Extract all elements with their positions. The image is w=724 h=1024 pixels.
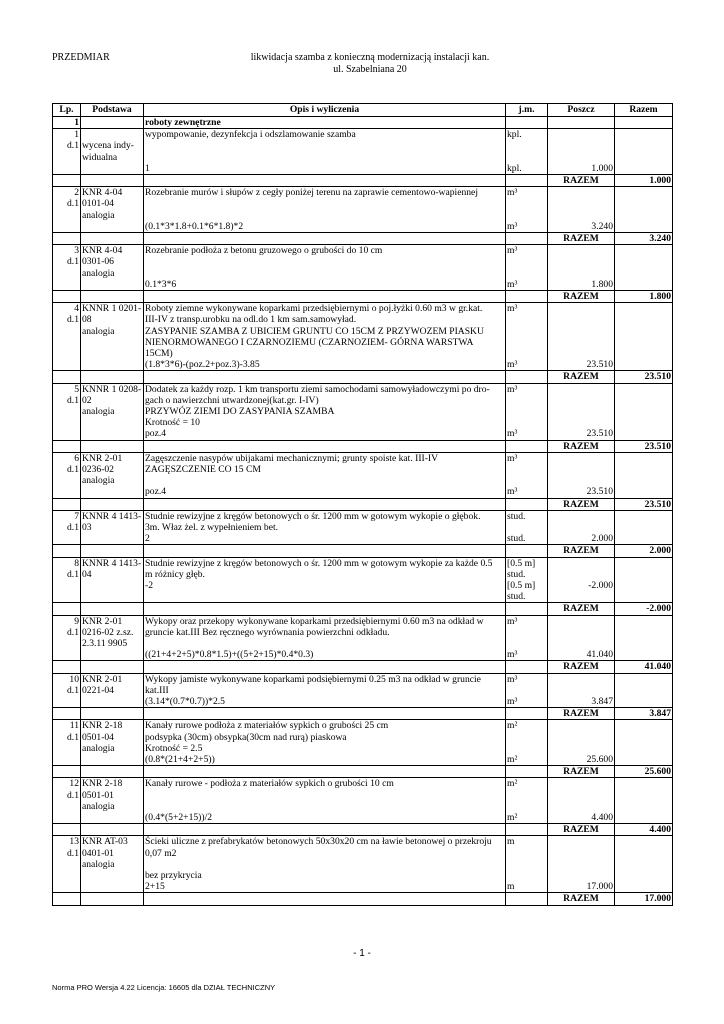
item-basis: KNNR 4 1413- 03 [81,510,144,545]
razem-row [53,893,673,905]
item-number: 10 d.1 [53,673,81,708]
item-number: 9 d.1 [53,615,81,661]
col-basis: Podstawa [81,104,144,117]
item-description: Rozebranie podłoża z betonu gruzowego o grubości do 10 cm 0.1*3*6 [144,245,506,291]
item-quantity: 3.240 [548,187,615,233]
item-total: 3.240 [615,232,673,244]
item-number: 5 d.1 [53,383,81,440]
table-row [53,557,673,603]
project-title-line1: likwidacja szamba z konieczną modernizacją instalacji kan. [250,52,490,63]
item-description: Studnie rewizyjne z kręgów betonowych o śr. 1200 mm w gotowym wykopie za każde 0.5 m różnicy głęb. -2 [144,557,506,603]
razem-row [53,371,673,383]
razem-label: RAZEM [548,498,615,510]
item-total: 3.847 [615,708,673,720]
item-basis: KNR 4-04 0101-04 analogia [81,187,144,233]
razem-label: RAZEM [548,232,615,244]
item-number: 2 d.1 [53,187,81,233]
item-basis: KNR 2-01 0216-02 z.sz. 2.3.11 9905 [81,615,144,661]
item-total: 23.510 [615,498,673,510]
razem-row [53,603,673,615]
item-total: 4.400 [615,824,673,836]
razem-row [53,440,673,452]
item-number: 13 d.1 [53,836,81,893]
razem-row [53,498,673,510]
razem-row [53,232,673,244]
razem-label: RAZEM [548,290,615,302]
item-description: Kanały rurowe podłoża z materiałów sypkich o grubości 25 cm podsypka (30cm) obsypka(30cm nad rurą) piaskowa Krotność = 2.5 (0.8*(21+4+2+5)) [144,720,506,766]
razem-label: RAZEM [548,603,615,615]
section-row [53,117,673,129]
item-basis: KNNR 4 1413- 04 [81,557,144,603]
item-total: 1.000 [615,174,673,186]
item-basis: KNR 2-18 0501-04 analogia [81,720,144,766]
item-number: 11 d.1 [53,720,81,766]
item-description: Kanały rurowe - podłoża z materiałów sypkich o grubości 10 cm (0.4*(5+2+15))/2 [144,778,506,824]
item-total: -2.000 [615,603,673,615]
item-unit: kpl. kpl. [506,129,548,175]
item-unit: m³ m³ [506,245,548,291]
item-quantity: -2.000 [548,557,615,603]
document-type: PRZEDMIAR [52,52,110,63]
table-row [53,615,673,661]
table-row [53,510,673,545]
table-row [53,383,673,440]
razem-row [53,824,673,836]
item-basis: KNR 4-04 0301-06 analogia [81,245,144,291]
table-row [53,673,673,708]
item-number: 6 d.1 [53,452,81,498]
item-basis: KNR AT-03 0401-01 analogia [81,836,144,893]
razem-row [53,766,673,778]
item-description: wypompowanie, dezynfekcja i odszlamowanie szamba 1 [144,129,506,175]
razem-label: RAZEM [548,440,615,452]
item-quantity: 17.000 [548,836,615,893]
item-unit: m² m² [506,778,548,824]
item-quantity: 4.400 [548,778,615,824]
item-number: 1 d.1 [53,129,81,175]
item-quantity: 1.000 [548,129,615,175]
item-quantity: 3.847 [548,673,615,708]
item-quantity: 2.000 [548,510,615,545]
item-basis: KNNR 1 0208- 02 analogia [81,383,144,440]
col-total: Razem [615,104,673,117]
item-total: 17.000 [615,893,673,905]
item-total: 23.510 [615,371,673,383]
table-row [53,836,673,893]
table-row [53,303,673,371]
col-description: Opis i wyliczenia [144,104,506,117]
item-total: 2.000 [615,545,673,557]
item-number: 8 d.1 [53,557,81,603]
razem-row [53,661,673,673]
table-row [53,187,673,233]
item-unit: m³ m³ [506,673,548,708]
item-number: 7 d.1 [53,510,81,545]
item-description: Roboty ziemne wykonywane koparkami przedsiębiernymi o poj.łyżki 0.60 m3 w gr.kat. III-IV z transp.urobku na odl.do 1 km sam.samowyład. ZASYPANIE SZAMBA Z UBICIEM GRUNTU CO 15CM Z PRZYWOZEM PIASKU NIENORMOWANEGO I CZARNOZIEMU (CZARNOZIEM- GÓRNA WARSTWA 15CM) (1.8*3*6)-(poz.2+poz.3)-3.85 [144,303,506,371]
razem-row [53,708,673,720]
item-unit: m m [506,836,548,893]
item-basis: KNR 2-01 0236-02 analogia [81,452,144,498]
item-description: Rozebranie murów i słupów z cegły poniżej terenu na zaprawie cementowo-wapiennej (0.1*3*1.8+0.1*6*1.8)*2 [144,187,506,233]
razem-label: RAZEM [548,766,615,778]
razem-row [53,174,673,186]
col-lp: Lp. [53,104,81,117]
project-address: ul. Szabelniana 20 [333,64,407,75]
col-quantity: Poszcz [548,104,615,117]
item-quantity: 1.800 [548,245,615,291]
item-number: 3 d.1 [53,245,81,291]
item-number: 4 d.1 [53,303,81,371]
razem-label: RAZEM [548,545,615,557]
item-unit: [0.5 m] stud. [0.5 m] stud. [506,557,548,603]
section-number: 1 [53,117,81,129]
table-row [53,720,673,766]
item-unit: m² m² [506,720,548,766]
item-unit: m³ m³ [506,615,548,661]
item-number: 12 d.1 [53,778,81,824]
item-description: Wykopy jamiste wykonywane koparkami podsiębiernymi 0.25 m3 na odkład w gruncie kat.III (3.14*(0.7*0.7))*2.5 [144,673,506,708]
estimate-table [52,103,673,906]
razem-label: RAZEM [548,893,615,905]
item-unit: m³ m³ [506,452,548,498]
item-description: Zagęszczenie nasypów ubijakami mechanicznymi; grunty spoiste kat. III-IV ZAGĘSZCZENIE CO 15 CM poz.4 [144,452,506,498]
item-unit: m³ m³ [506,303,548,371]
item-basis: KNR 2-01 0221-04 [81,673,144,708]
item-quantity: 23.510 [548,383,615,440]
item-quantity: 23.510 [548,452,615,498]
item-unit: stud. stud. [506,510,548,545]
item-basis: wycena indy- widualna [81,129,144,175]
razem-label: RAZEM [548,661,615,673]
table-row [53,245,673,291]
col-unit: j.m. [506,104,548,117]
item-total: 23.510 [615,440,673,452]
page-number: - 1 - [353,948,371,959]
section-title: roboty zewnętrzne [144,117,506,129]
razem-row [53,290,673,302]
razem-label: RAZEM [548,824,615,836]
item-unit: m³ m³ [506,187,548,233]
item-quantity: 23.510 [548,303,615,371]
item-description: Studnie rewizyjne z kręgów betonowych o śr. 1200 mm w gotowym wykopie o głębok. 3m. Właz żel. z wypełnieniem bet. 2 [144,510,506,545]
item-basis: KNNR 1 0201- 08 analogia [81,303,144,371]
item-unit: m³ m³ [506,383,548,440]
table-row [53,778,673,824]
razem-label: RAZEM [548,708,615,720]
table-row [53,452,673,498]
item-quantity: 25.600 [548,720,615,766]
razem-label: RAZEM [548,174,615,186]
table-header-row [53,104,673,117]
item-total: 41.040 [615,661,673,673]
item-total: 25.600 [615,766,673,778]
item-description: Ścieki uliczne z prefabrykatów betonowych 50x30x20 cm na ławie betonowej o przekroju 0,07 m2 bez przykrycia 2+15 [144,836,506,893]
item-basis: KNR 2-18 0501-01 analogia [81,778,144,824]
razem-row [53,545,673,557]
item-quantity: 41.040 [548,615,615,661]
razem-label: RAZEM [548,371,615,383]
item-description: Wykopy oraz przekopy wykonywane koparkami przedsiębiernymi 0.60 m3 na odkład w gruncie kat.III Bez ręcznego wyrównania powierzchni odkładu. ((21+4+2+5)*0.8*1.5)+((5+2+15)*0.4*0.3) [144,615,506,661]
project-title [220,52,520,76]
item-total: 1.800 [615,290,673,302]
software-license: Norma PRO Wersja 4.22 Licencja: 16605 dla DZIAŁ TECHNICZNY [52,983,276,992]
table-row [53,129,673,175]
item-description: Dodatek za każdy rozp. 1 km transportu ziemi samochodami samowyładowczymi po dro- gach o nawierzchni utwardzonej(kat.gr. I-IV) PRZYWÓZ ZIEMI DO ZASYPANIA SZAMBA Krotność = 10 poz.4 [144,383,506,440]
